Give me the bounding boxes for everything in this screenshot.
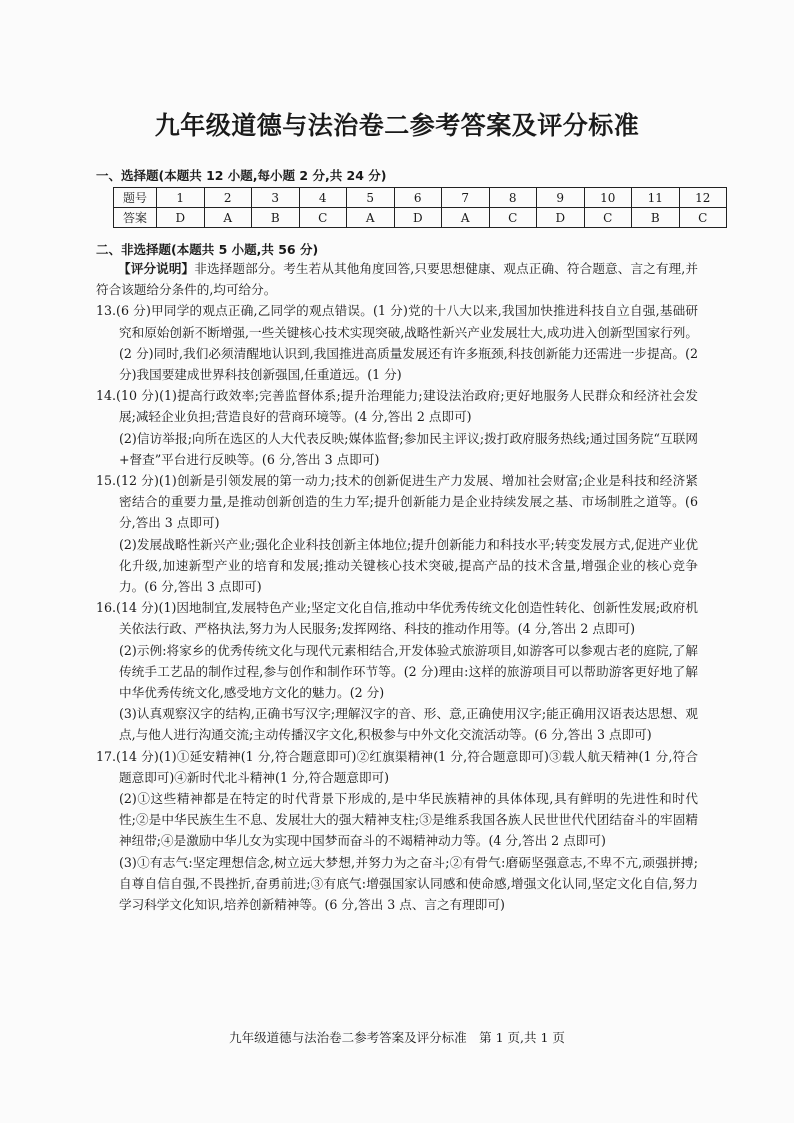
scoring-note-label: 【评分说明】	[118, 261, 195, 276]
answer-table	[113, 187, 727, 228]
answers-body	[96, 258, 698, 915]
answer-cell: D	[394, 208, 442, 228]
answer-cell: B	[632, 208, 680, 228]
answer-q17-part3: (3)①有志气:坚定理想信念,树立远大梦想,并努力为之奋斗;②有骨气:磨砺坚强意志,不卑不亢,顽强拼搏;自尊自信自强,不畏挫折,奋勇前进;③有底气:增强国家认同感和使命感,增强文化认同,坚定文化自信,努力学习科学文化知识,培养创新精神等。(6 分,答出 3 点、言之有理即可)	[119, 854, 698, 913]
question-number: 4	[299, 188, 347, 208]
table-header-number: 题号	[114, 188, 157, 208]
question-number: 11	[632, 188, 680, 208]
question-number: 2	[204, 188, 252, 208]
answer-q15-part2: (2)发展战略性新兴产业;强化企业科技创新主体地位;提升创新能力和科技水平;转变发展方式,促进产业优化升级,加速新型产业的培育和发展;推动关键核心技术突破,提高产品的技术含量,增强企业的核心竞争力。(6 分,答出 3 点即可)	[119, 536, 698, 595]
section-heading-nonchoice: 二、非选择题(本题共 5 小题,共 56 分)	[96, 242, 319, 257]
question-number: 10	[584, 188, 632, 208]
answer-q16-part3: (3)认真观察汉字的结构,正确书写汉字;理解汉字的音、形、意,正确使用汉字;能正确用汉语表达思想、观点,与他人进行沟通交流;主动传播汉字文化,积极参与中外文化交流活动等。(6 分,答出 3 点即可)	[119, 706, 698, 743]
answer-cell: D	[157, 208, 205, 228]
question-number: 9	[537, 188, 585, 208]
answer-q15-part1: 15.(12 分)(1)创新是引领发展的第一动力;技术的创新促进生产力发展、增加社会财富;企业是科技和经济紧密结合的重要力量,是推动创新创造的生力军;提升创新能力是企业持续发展之基、市场制胜之道等。(6 分,答出 3 点即可)	[96, 473, 698, 531]
answer-cell: C	[299, 208, 347, 228]
answer-q13: 13.(6 分)甲同学的观点正确,乙同学的观点错误。(1 分)党的十八大以来,我国加快推进科技自立自强,基础研究和原始创新不断增强,一些关键核心技术实现突破,战略性新兴产业发展壮大,成功进入创新型国家行列。(2 分)同时,我们必须清醒地认识到,我国推进高质量发展还有许多瓶颈,科技创新能力还需进一步提高。(2 分)我国要建成世界科技创新强国,任重道远。(1 分)	[96, 303, 698, 383]
question-number: 1	[157, 188, 205, 208]
table-header-answer: 答案	[114, 208, 157, 228]
answer-cell: A	[442, 208, 490, 228]
answer-q17-part2: (2)①这些精神都是在特定的时代背景下形成的,是中华民族精神的具体体现,具有鲜明的先进性和时代性;②是中华民族生生不息、发展壮大的强大精神支柱;③是维系我国各族人民世世代代团结奋斗的牢固精神纽带;④是激励中华儿女为实现中国梦而奋斗的不竭精神动力等。(4 分,答出 2 点即可)	[119, 791, 698, 849]
page-title: 九年级道德与法治卷二参考答案及评分标准	[154, 111, 640, 140]
answer-q14-part1: 14.(10 分)(1)提高行政效率;完善监督体系;提升治理能力;建设法治政府;更好地服务人民群众和经济社会发展;减轻企业负担;营造良好的营商环境等。(4 分,答出 2 点即可)	[96, 388, 698, 425]
question-number: 12	[679, 188, 727, 208]
answer-q17-part1: 17.(14 分)(1)①延安精神(1 分,符合题意即可)②红旗渠精神(1 分,符合题意即可)③载人航天精神(1 分,符合题意即可)④新时代北斗精神(1 分,符合题意即可)	[96, 748, 698, 785]
question-number: 3	[252, 188, 300, 208]
table-row-numbers	[114, 188, 727, 208]
answer-q16-part1: 16.(14 分)(1)因地制宜,发展特色产业;坚定文化自信,推动中华优秀传统文化创造性转化、创新性发展;政府机关依法行政、严格执法,努力为人民服务;发挥网络、科技的推动作用等。(4 分,答出 2 点即可)	[96, 600, 698, 637]
question-number: 7	[442, 188, 490, 208]
question-number: 5	[347, 188, 395, 208]
answer-cell: B	[252, 208, 300, 228]
answer-cell: A	[347, 208, 395, 228]
answer-cell: D	[537, 208, 585, 228]
section-heading-choice: 一、选择题(本题共 12 小题,每小题 2 分,共 24 分)	[96, 168, 387, 183]
answer-q16-part2: (2)示例:将家乡的优秀传统文化与现代元素相结合,开发体验式旅游项目,如游客可以参观古老的庭院,了解传统手工艺品的制作过程,参与创作和制作环节等。(2 分)理由:这样的旅游项目可以帮助游客更好地了解中华优秀传统文化,感受地方文化的魅力。(2 分)	[119, 642, 698, 701]
answer-cell: A	[204, 208, 252, 228]
answer-cell: C	[489, 208, 537, 228]
answer-cell: C	[679, 208, 727, 228]
scoring-note-text: 非选择题部分。考生若从其他角度回答,只要思想健康、观点正确、符合题意、言之有理,并符合该题给分条件的,均可给分。	[96, 261, 698, 298]
table-row-answers	[114, 208, 727, 228]
answer-q14-part2: (2)信访举报;向所在选区的人大代表反映;媒体监督;参加民主评议;拨打政府服务热线;通过国务院“互联网+督查”平台进行反映等。(6 分,答出 3 点即可)	[119, 430, 698, 467]
page-footer: 九年级道德与法治卷二参考答案及评分标准 第 1 页,共 1 页	[229, 1030, 565, 1045]
question-number: 6	[394, 188, 442, 208]
scoring-note	[96, 258, 698, 300]
question-number: 8	[489, 188, 537, 208]
answer-cell: C	[584, 208, 632, 228]
